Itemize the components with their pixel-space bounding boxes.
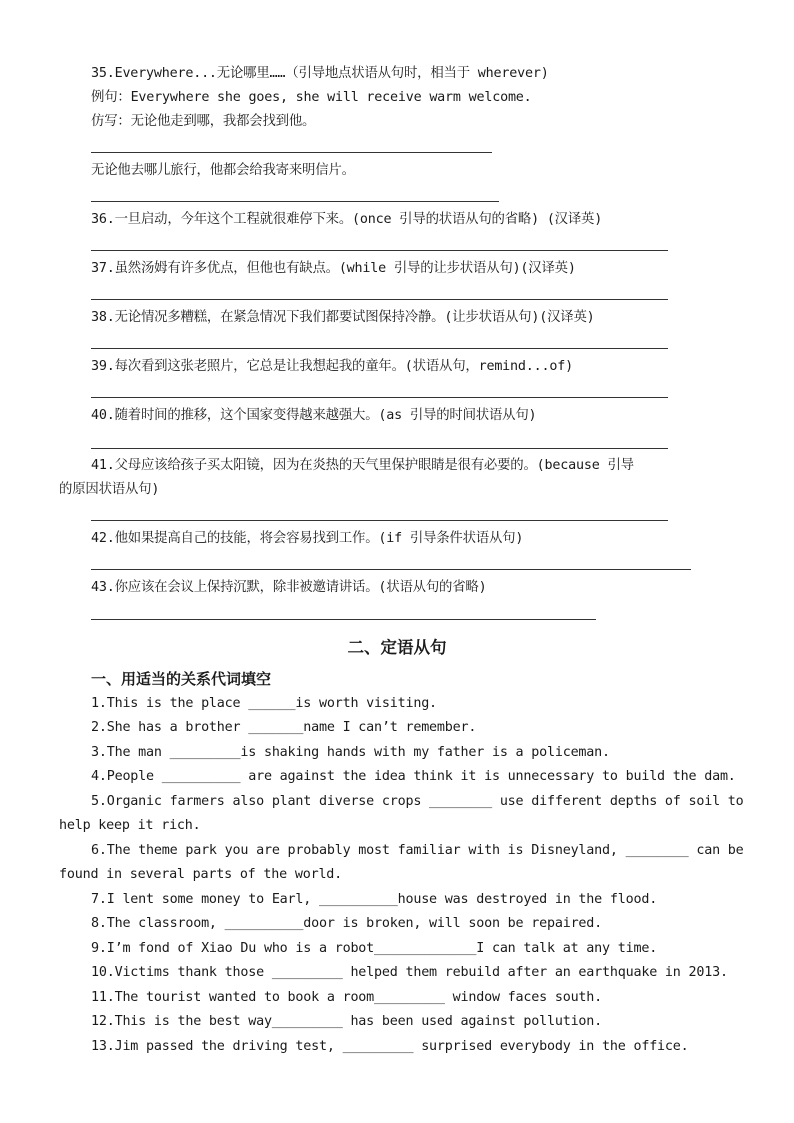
q35-example: 例句：Everywhere she goes, she will receive warm welcome.	[91, 90, 532, 105]
list-item: 11.The tourist wanted to book a room_________ window faces south.	[91, 990, 603, 1005]
list-item: 1.This is the place ______is worth visiting.	[91, 696, 437, 711]
answer-line[interactable]	[91, 569, 691, 570]
q43-prompt: 43.你应该在会议上保持沉默，除非被邀请讲话。(状语从句的省略)	[91, 580, 487, 595]
answer-line[interactable]	[91, 520, 668, 521]
q41-prompt-cont: 的原因状语从句)	[59, 482, 160, 497]
q35-second-prompt: 无论他去哪儿旅行，他都会给我寄来明信片。	[91, 163, 355, 178]
list-item: 7.I lent some money to Earl, __________house was destroyed in the flood.	[91, 892, 658, 907]
list-item: 2.She has a brother _______name I can’t remember.	[91, 720, 477, 735]
answer-line[interactable]	[91, 250, 668, 251]
list-item: 10.Victims thank those _________ helped them rebuild after an earthquake in 2013.	[91, 965, 728, 980]
answer-line[interactable]	[91, 299, 668, 300]
list-item: 4.People __________ are against the idea think it is unnecessary to build the dam.	[91, 769, 736, 784]
answer-line[interactable]	[91, 619, 596, 620]
q35-imitate-prompt: 仿写：无论他走到哪，我都会找到他。	[91, 114, 316, 129]
answer-line[interactable]	[91, 397, 668, 398]
list-item: 13.Jim passed the driving test, _________ surprised everybody in the office.	[91, 1039, 689, 1054]
list-item: 9.I’m fond of Xiao Du who is a robot_____________I can talk at any time.	[91, 941, 658, 956]
answer-line[interactable]	[91, 448, 668, 449]
section-subheading: 一、用适当的关系代词填空	[91, 670, 272, 688]
list-item-cont: found in several parts of the world.	[59, 867, 343, 882]
q35-title: 35.Everywhere...无论哪里……（引导地点状语从句时，相当于 wherever)	[91, 66, 549, 81]
list-item-cont: help keep it rich.	[59, 818, 201, 833]
list-item: 5.Organic farmers also plant diverse crops ________ use different depths of soil to	[91, 794, 744, 809]
q38-prompt: 38.无论情况多糟糕，在紧急情况下我们都要试图保持冷静。(让步状语从句)(汉译英)	[91, 310, 595, 325]
q36-prompt: 36.一旦启动，今年这个工程就很难停下来。(once 引导的状语从句的省略) (汉译英)	[91, 212, 603, 227]
list-item: 12.This is the best way_________ has been used against pollution.	[91, 1014, 603, 1029]
q37-prompt: 37.虽然汤姆有许多优点，但他也有缺点。(while 引导的让步状语从句)(汉译英)	[91, 261, 576, 276]
q42-prompt: 42.他如果提高自己的技能，将会容易找到工作。(if 引导条件状语从句)	[91, 531, 524, 546]
answer-line[interactable]	[91, 348, 668, 349]
section-heading: 二、定语从句	[347, 638, 447, 657]
list-item: 6.The theme park you are probably most familiar with is Disneyland, ________ can be	[91, 843, 744, 858]
answer-line[interactable]	[91, 152, 492, 153]
answer-line[interactable]	[91, 201, 499, 202]
q41-prompt: 41.父母应该给孩子买太阳镜，因为在炎热的天气里保护眼睛是很有必要的。(because 引导	[91, 458, 634, 473]
list-item: 8.The classroom, __________door is broken, will soon be repaired.	[91, 916, 603, 931]
q39-prompt: 39.每次看到这张老照片，它总是让我想起我的童年。(状语从句，remind...of)	[91, 359, 573, 374]
list-item: 3.The man _________is shaking hands with my father is a policeman.	[91, 745, 610, 760]
q40-prompt: 40.随着时间的推移，这个国家变得越来越强大。(as 引导的时间状语从句)	[91, 408, 537, 423]
